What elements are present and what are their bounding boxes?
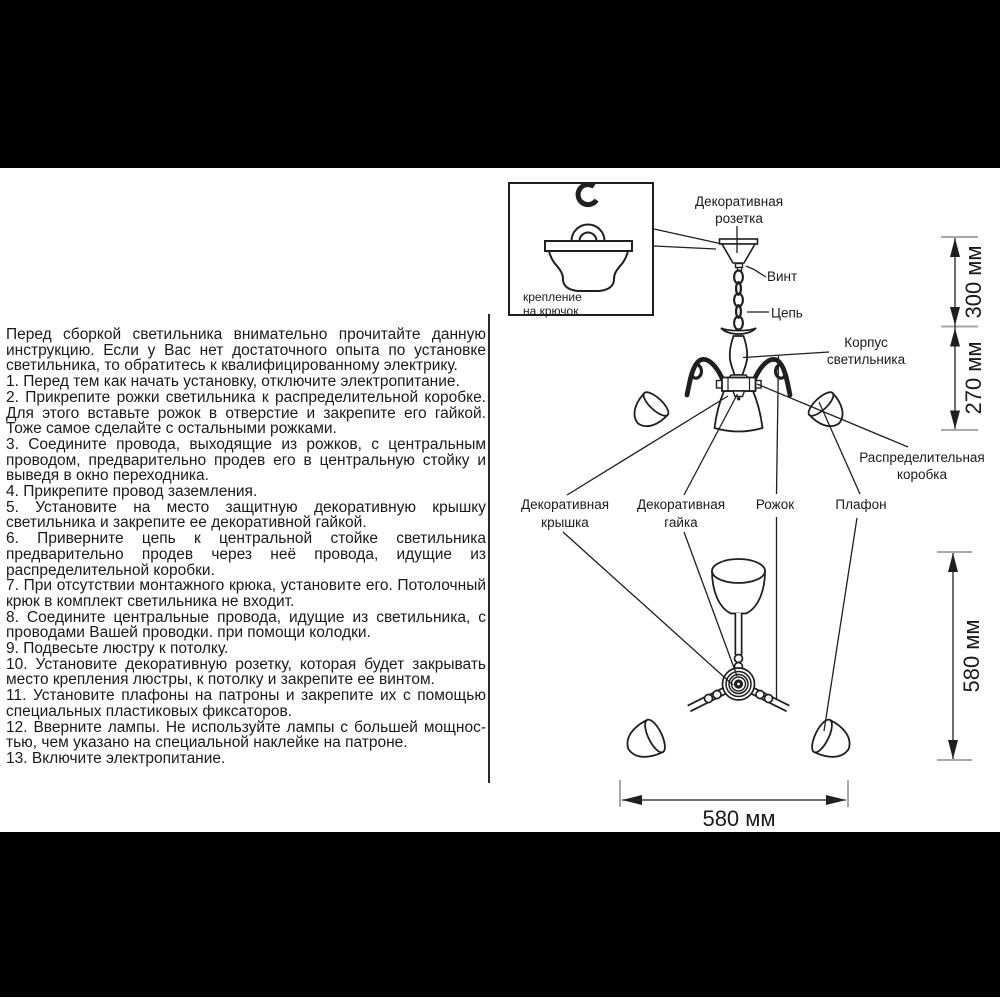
instruction-step-9: 9. Подвесьте люстру к потолку. <box>6 640 229 658</box>
label-screw: Винт <box>767 269 798 284</box>
label-body-line2: светильника <box>826 352 906 367</box>
dimension-580mm-vertical: 580 мм <box>959 619 984 693</box>
right-shade-side <box>805 389 851 435</box>
right-shade-bottom <box>808 717 856 765</box>
chandelier-bottom-view <box>620 559 856 765</box>
chandelier-side-view <box>626 239 851 434</box>
label-nut-line1: Декоративная <box>636 497 726 512</box>
label-nut-line2: гайка <box>664 515 698 530</box>
dimension-300mm: 300 мм <box>961 245 986 319</box>
label-shade: Плафон <box>835 497 887 512</box>
label-chain: Цепь <box>771 305 803 321</box>
instruction-step-1: 1. Перед тем как начать установку, отключите электропитание. <box>6 373 460 391</box>
dimension-580mm-horizontal: 580 мм <box>702 806 776 831</box>
instruction-step-6: 6. Приверните цепь к центральной стойке светильника предварительно продев через неё провода, идущие из распределительной коробки. <box>6 530 486 579</box>
instruction-step-8: 8. Соедините центральные провода, идущие из светильника, с проводами Вашей проводки. при помощи колодки. <box>6 608 486 642</box>
instruction-intro: Перед сборкой светильника внимательно прочитайте данную инструкцию. Если у Вас нет достаточного опыта по установке светильника, то обратитесь к квалифицированному электрику. <box>6 326 486 375</box>
label-cover-line2: крышка <box>541 515 589 530</box>
label-junction-box-line1: Распределительная <box>859 450 985 465</box>
instruction-step-10: 10. Установите декоративную розетку, которая будет закрывать место крепления люстры, к потолку и закрепите ее винтом. <box>6 655 486 689</box>
label-arm: Рожок <box>755 497 795 512</box>
instruction-step-12: 12. Вверните лампы. Не используйте лампы с большей мощностью, чем указано на специальной наклейке на патроне. <box>6 718 486 752</box>
instruction-step-2: 2. Прикрепите рожки светильника к распределительной коробке. Для этого вставьте рожок в отверстие и закрепите его гайкой. Тоже самое сделайте с остальными рожками. <box>6 388 486 438</box>
label-cover-line1: Декоративная <box>520 497 610 512</box>
hook-mount-inset <box>509 183 722 318</box>
left-shade-side <box>626 389 672 435</box>
instruction-step-7: 7. При отсутствии монтажного крюка, установите его. Потолочный крюк в комплект светильника не входит. <box>6 577 486 610</box>
label-rosette-line1: Декоративная <box>694 194 784 209</box>
dimension-annotations <box>620 237 986 831</box>
instruction-step-4: 4. Прикрепите провод заземления. <box>6 483 258 501</box>
label-body-line1: Корпус <box>844 335 888 350</box>
left-shade-bottom <box>620 717 668 765</box>
label-rosette-line2: розетка <box>715 211 763 226</box>
instruction-step-13: 13. Включите электропитание. <box>6 749 226 767</box>
inset-caption-line2: на крючок <box>523 304 579 318</box>
bottom-black-bar <box>0 832 1000 997</box>
inset-caption-line1: крепление <box>523 290 582 304</box>
label-junction-box-line2: коробка <box>896 467 948 482</box>
instruction-step-3: 3. Соедините провода, выходящие из рожков, с центральным проводом, предварительно продев его в центральную стойку и выведя в окно переходника. <box>6 435 486 485</box>
instruction-step-11: 11. Установите плафоны на патроны и закрепите их с помощью специальных пластиковых фиксаторов. <box>6 687 486 720</box>
dimension-270mm: 270 мм <box>961 341 986 415</box>
instruction-step-5: 5. Установите на место защитную декоративную крышку светильника и закрепите ее декоративной гайкой. <box>6 498 486 532</box>
